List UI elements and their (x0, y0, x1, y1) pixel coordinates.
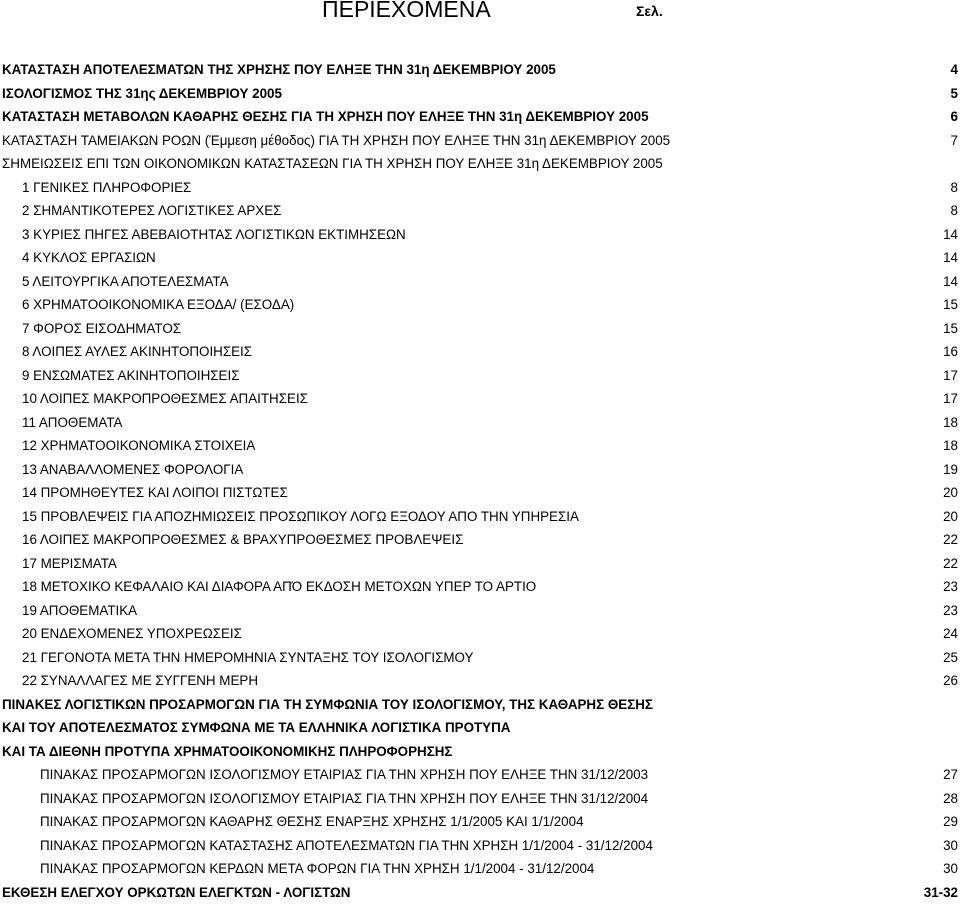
toc-note-label: 4 ΚΥΚΛΟΣ ΕΡΓΑΣΙΩΝ (22, 250, 156, 265)
toc-note-label: 6 ΧΡΗΜΑΤΟΟΙΚΟΝΟΜΙΚΑ ΕΞΟΔΑ/ (ΕΣΟΔΑ) (22, 297, 295, 312)
toc-note-page: 16 (943, 344, 958, 359)
toc-note-page: 23 (943, 602, 958, 618)
toc-entry-notes-heading[interactable] (0, 152, 960, 176)
toc-entry-page: 5 (950, 85, 958, 101)
toc-note-page: 20 (943, 508, 958, 524)
toc-note[interactable] (0, 199, 960, 223)
toc-entry-page: 4 (950, 62, 958, 77)
toc-note-label: 9 ΕΝΣΩΜΑΤΕΣ ΑΚΙΝΗΤΟΠΟΙΗΣΕΙΣ (22, 367, 240, 383)
toc-note[interactable] (0, 411, 960, 435)
toc-note-page: 19 (943, 461, 958, 477)
toc-note[interactable] (0, 552, 960, 576)
toc-note-page: 8 (950, 179, 958, 195)
toc-recon-item[interactable] (0, 787, 960, 811)
toc-entry-label: ΣΗΜΕΙΩΣΕΙΣ ΕΠΙ ΤΩΝ ΟΙΚΟΝΟΜΙΚΩΝ ΚΑΤΑΣΤΑΣΕΩΝ ΓΙΑ ΤΗ ΧΡΗΣΗ ΠΟΥ ΕΛΗΞΕ 31η ΔΕΚΕΜΒΡΙΟΥ 2005 (2, 156, 663, 171)
toc-recon-label: ΠΙΝΑΚΑΣ ΠΡΟΣΑΡΜΟΓΩΝ ΙΣΟΛΟΓΙΣΜΟΥ ΕΤΑΙΡΙΑΣ ΓΙΑ ΤΗΝ ΧΡΗΣΗ ΠΟΥ ΕΛΗΞΕ ΤΗΝ 31/12/2003 (40, 767, 649, 782)
toc-note-label: 22 ΣΥΝΑΛΛΑΓΕΣ ΜΕ ΣΥΓΓΕΝΗ ΜΕΡΗ (22, 673, 258, 688)
recon-heading-text: ΚΑΙ ΤΑ ΔΙΕΘΝΗ ΠΡΟΤΥΠΑ ΧΡΗΜΑΤΟΟΙΚΟΝΟΜΙΚΗΣ ΠΛΗΡΟΦΟΡΗΣΗΣ (2, 743, 453, 759)
toc-note-label: 15 ΠΡΟΒΛΕΨΕΙΣ ΓΙΑ ΑΠΟΖΗΜΙΩΣΕΙΣ ΠΡΟΣΩΠΙΚΟΥ ΛΟΓΩ ΕΞΟΔΟΥ ΑΠΟ ΤΗΝ ΥΠΗΡΕΣΙΑ (22, 508, 579, 524)
toc-note-label: 19 ΑΠΟΘΕΜΑΤΙΚΑ (22, 602, 138, 618)
toc-note-page: 18 (943, 414, 958, 430)
toc-recon-item[interactable] (0, 857, 960, 881)
toc-recon-page: 28 (943, 790, 958, 806)
toc-entry-page: 31-32 (923, 884, 958, 900)
toc-note-label: 10 ΛΟΙΠΕΣ ΜΑΚΡΟΠΡΟΘΕΣΜΕΣ ΑΠΑΙΤΗΣΕΙΣ (22, 391, 308, 406)
toc-recon-page: 29 (943, 814, 958, 829)
toc-note[interactable] (0, 387, 960, 411)
toc-note[interactable] (0, 364, 960, 388)
toc-entry-page: 6 (950, 109, 958, 124)
toc-recon-label: ΠΙΝΑΚΑΣ ΠΡΟΣΑΡΜΟΓΩΝ ΙΣΟΛΟΓΙΣΜΟΥ ΕΤΑΙΡΙΑΣ ΓΙΑ ΤΗΝ ΧΡΗΣΗ ΠΟΥ ΕΛΗΞΕ ΤΗΝ 31/12/2004 (40, 790, 649, 806)
toc-note-page: 17 (943, 367, 958, 383)
toc-note-label: 12 ΧΡΗΜΑΤΟΟΙΚΟΝΟΜΙΚΑ ΣΤΟΙΧΕΙΑ (22, 438, 256, 453)
toc-entry-audit-report[interactable] (0, 881, 960, 905)
recon-heading-text: ΚΑΙ ΤΟΥ ΑΠΟΤΕΛΕΣΜΑΤΟΣ ΣΥΜΦΩΝΑ ΜΕ ΤΑ ΕΛΛΗΝΙΚΑ ΛΟΓΙΣΤΙΚΑ ΠΡΟΤΥΠΑ (2, 720, 511, 735)
toc-note[interactable] (0, 575, 960, 599)
toc-note-label: 13 ΑΝΑΒΑΛΛΟΜΕΝΕΣ ΦΟΡΟΛΟΓΙΑ (22, 461, 244, 477)
toc-note-page: 20 (943, 485, 958, 500)
toc-note[interactable] (0, 528, 960, 552)
toc-entry-balance-sheet[interactable] (0, 82, 960, 106)
toc-note-label: 17 ΜΕΡΙΣΜΑΤΑ (22, 555, 117, 571)
toc-note-label: 20 ΕΝΔΕΧΟΜΕΝΕΣ ΥΠΟΧΡΕΩΣΕΙΣ (22, 626, 242, 641)
toc-note-page: 14 (943, 226, 958, 242)
page-title: ΠΕΡΙΕΧΟΜΕΝΑ (322, 0, 491, 22)
toc-note-label: 3 ΚΥΡΙΕΣ ΠΗΓΕΣ ΑΒΕΒΑΙΟΤΗΤΑΣ ΛΟΓΙΣΤΙΚΩΝ ΕΚΤΙΜΗΣΕΩΝ (22, 226, 406, 242)
toc-note-label: 18 ΜΕΤΟΧΙΚΟ ΚΕΦΑΛΑΙΟ ΚΑΙ ΔΙΑΦΟΡΑ ΑΠΌ ΕΚΔΟΣΗ ΜΕΤΟΧΩΝ ΥΠΕΡ ΤΟ ΑΡΤΙΟ (22, 579, 537, 594)
toc-recon-item[interactable] (0, 810, 960, 834)
toc-note-label: 7 ΦΟΡΟΣ ΕΙΣΟΔΗΜΑΤΟΣ (22, 320, 182, 336)
toc-note-label: 5 ΛΕΙΤΟΥΡΓΙΚΑ ΑΠΟΤΕΛΕΣΜΑΤΑ (22, 273, 229, 289)
toc-note[interactable] (0, 223, 960, 247)
toc-note-page: 23 (943, 579, 958, 594)
toc-note-page: 17 (943, 391, 958, 406)
toc-note[interactable] (0, 481, 960, 505)
toc-entry-equity-changes[interactable] (0, 105, 960, 129)
toc-note[interactable] (0, 176, 960, 200)
toc-recon-item[interactable] (0, 834, 960, 858)
recon-heading-line (0, 740, 960, 764)
page-column-label: Σελ. (636, 3, 663, 19)
toc-note-page: 8 (950, 203, 958, 218)
toc-recon-page: 30 (943, 837, 958, 853)
toc-entry-cash-flow[interactable] (0, 129, 960, 153)
toc-header (0, 0, 960, 28)
toc-note-page: 26 (943, 673, 958, 688)
toc-note[interactable] (0, 669, 960, 693)
toc-note[interactable] (0, 317, 960, 341)
toc-recon-label: ΠΙΝΑΚΑΣ ΠΡΟΣΑΡΜΟΓΩΝ ΚΑΘΑΡΗΣ ΘΕΣΗΣ ΕΝΑΡΞΗΣ ΧΡΗΣΗΣ 1/1/2005 ΚΑΙ 1/1/2004 (40, 814, 584, 829)
toc-note-page: 15 (943, 297, 958, 312)
toc-note-label: 1 ΓΕΝΙΚΕΣ ΠΛΗΡΟΦΟΡΙΕΣ (22, 179, 192, 195)
toc-note-page: 22 (943, 532, 958, 547)
toc-entry-label: ΚΑΤΑΣΤΑΣΗ ΜΕΤΑΒΟΛΩΝ ΚΑΘΑΡΗΣ ΘΕΣΗΣ ΓΙΑ ΤΗ ΧΡΗΣΗ ΠΟΥ ΕΛΗΞΕ ΤΗΝ 31η ΔΕΚΕΜΒΡΙΟΥ 2005 (2, 109, 649, 124)
table-of-contents (0, 58, 960, 904)
toc-recon-page: 27 (943, 767, 958, 782)
toc-note-label: 14 ΠΡΟΜΗΘΕΥΤΕΣ ΚΑΙ ΛΟΙΠΟΙ ΠΙΣΤΩΤΕΣ (22, 485, 288, 500)
toc-entry-label: ΚΑΤΑΣΤΑΣΗ ΤΑΜΕΙΑΚΩΝ ΡΟΩΝ (Έμμεση μέθοδος) ΓΙΑ ΤΗ ΧΡΗΣΗ ΠΟΥ ΕΛΗΞΕ ΤΗΝ 31η ΔΕΚΕΜΒΡΙΟΥ 2005 (2, 132, 671, 148)
toc-note-page: 24 (943, 626, 958, 641)
toc-note[interactable] (0, 340, 960, 364)
toc-note[interactable] (0, 270, 960, 294)
toc-note-label: 2 ΣΗΜΑΝΤΙΚΟΤΕΡΕΣ ΛΟΓΙΣΤΙΚΕΣ ΑΡΧΕΣ (22, 203, 282, 218)
toc-note-label: 16 ΛΟΙΠΕΣ ΜΑΚΡΟΠΡΟΘΕΣΜΕΣ & ΒΡΑΧΥΠΡΟΘΕΣΜΕΣ ΠΡΟΒΛΕΨΕΙΣ (22, 532, 464, 547)
toc-note[interactable] (0, 293, 960, 317)
toc-note[interactable] (0, 505, 960, 529)
toc-note-label: 11 ΑΠΟΘΕΜΑΤΑ (22, 414, 123, 430)
toc-note-label: 21 ΓΕΓΟΝΟΤΑ ΜΕΤΑ ΤΗΝ ΗΜΕΡΟΜΗΝΙΑ ΣΥΝΤΑΞΗΣ ΤΟΥ ΙΣΟΛΟΓΙΣΜΟΥ (22, 649, 474, 665)
toc-note-page: 25 (943, 649, 958, 665)
toc-note[interactable] (0, 646, 960, 670)
toc-entry-income-statement[interactable] (0, 58, 960, 82)
toc-recon-label: ΠΙΝΑΚΑΣ ΠΡΟΣΑΡΜΟΓΩΝ ΚΕΡΔΩΝ ΜΕΤΑ ΦΟΡΩΝ ΓΙΑ ΤΗΝ ΧΡΗΣΗ 1/1/2004 - 31/12/2004 (40, 861, 595, 876)
toc-recon-item[interactable] (0, 763, 960, 787)
toc-note[interactable] (0, 246, 960, 270)
toc-note-page: 18 (943, 438, 958, 453)
toc-note[interactable] (0, 458, 960, 482)
recon-heading-line (0, 716, 960, 740)
recon-heading-text: ΠΙΝΑΚΕΣ ΛΟΓΙΣΤΙΚΩΝ ΠΡΟΣΑΡΜΟΓΩΝ ΓΙΑ ΤΗ ΣΥΜΦΩΝΙΑ ΤΟΥ ΙΣΟΛΟΓΙΣΜΟΥ, ΤΗΣ ΚΑΘΑΡΗΣ ΘΕΣΗΣ (2, 696, 653, 712)
toc-note[interactable] (0, 599, 960, 623)
toc-entry-label: ΕΚΘΕΣΗ ΕΛΕΓΧΟΥ ΟΡΚΩΤΩΝ ΕΛΕΓΚΤΩΝ - ΛΟΓΙΣΤΩΝ (2, 884, 351, 900)
toc-recon-page: 30 (943, 861, 958, 876)
toc-entry-page: 7 (950, 132, 958, 148)
toc-note-page: 14 (943, 273, 958, 289)
toc-entry-label: ΚΑΤΑΣΤΑΣΗ ΑΠΟΤΕΛΕΣΜΑΤΩΝ ΤΗΣ ΧΡΗΣΗΣ ΠΟΥ ΕΛΗΞΕ ΤΗΝ 31η ΔΕΚΕΜΒΡΙΟΥ 2005 (2, 62, 556, 77)
toc-recon-label: ΠΙΝΑΚΑΣ ΠΡΟΣΑΡΜΟΓΩΝ ΚΑΤΑΣΤΑΣΗΣ ΑΠΟΤΕΛΕΣΜΑΤΩΝ ΓΙΑ ΤΗΝ ΧΡΗΣΗ 1/1/2004 - 31/12/2004 (40, 837, 653, 853)
toc-note[interactable] (0, 622, 960, 646)
toc-note[interactable] (0, 434, 960, 458)
toc-note-label: 8 ΛΟΙΠΕΣ ΑΥΛΕΣ ΑΚΙΝΗΤΟΠΟΙΗΣΕΙΣ (22, 344, 253, 359)
toc-note-page: 14 (943, 250, 958, 265)
toc-entry-label: ΙΣΟΛΟΓΙΣΜΟΣ ΤΗΣ 31ης ΔΕΚΕΜΒΡΙΟΥ 2005 (2, 85, 282, 101)
recon-heading-line (0, 693, 960, 717)
toc-note-page: 15 (943, 320, 958, 336)
toc-note-page: 22 (943, 555, 958, 571)
